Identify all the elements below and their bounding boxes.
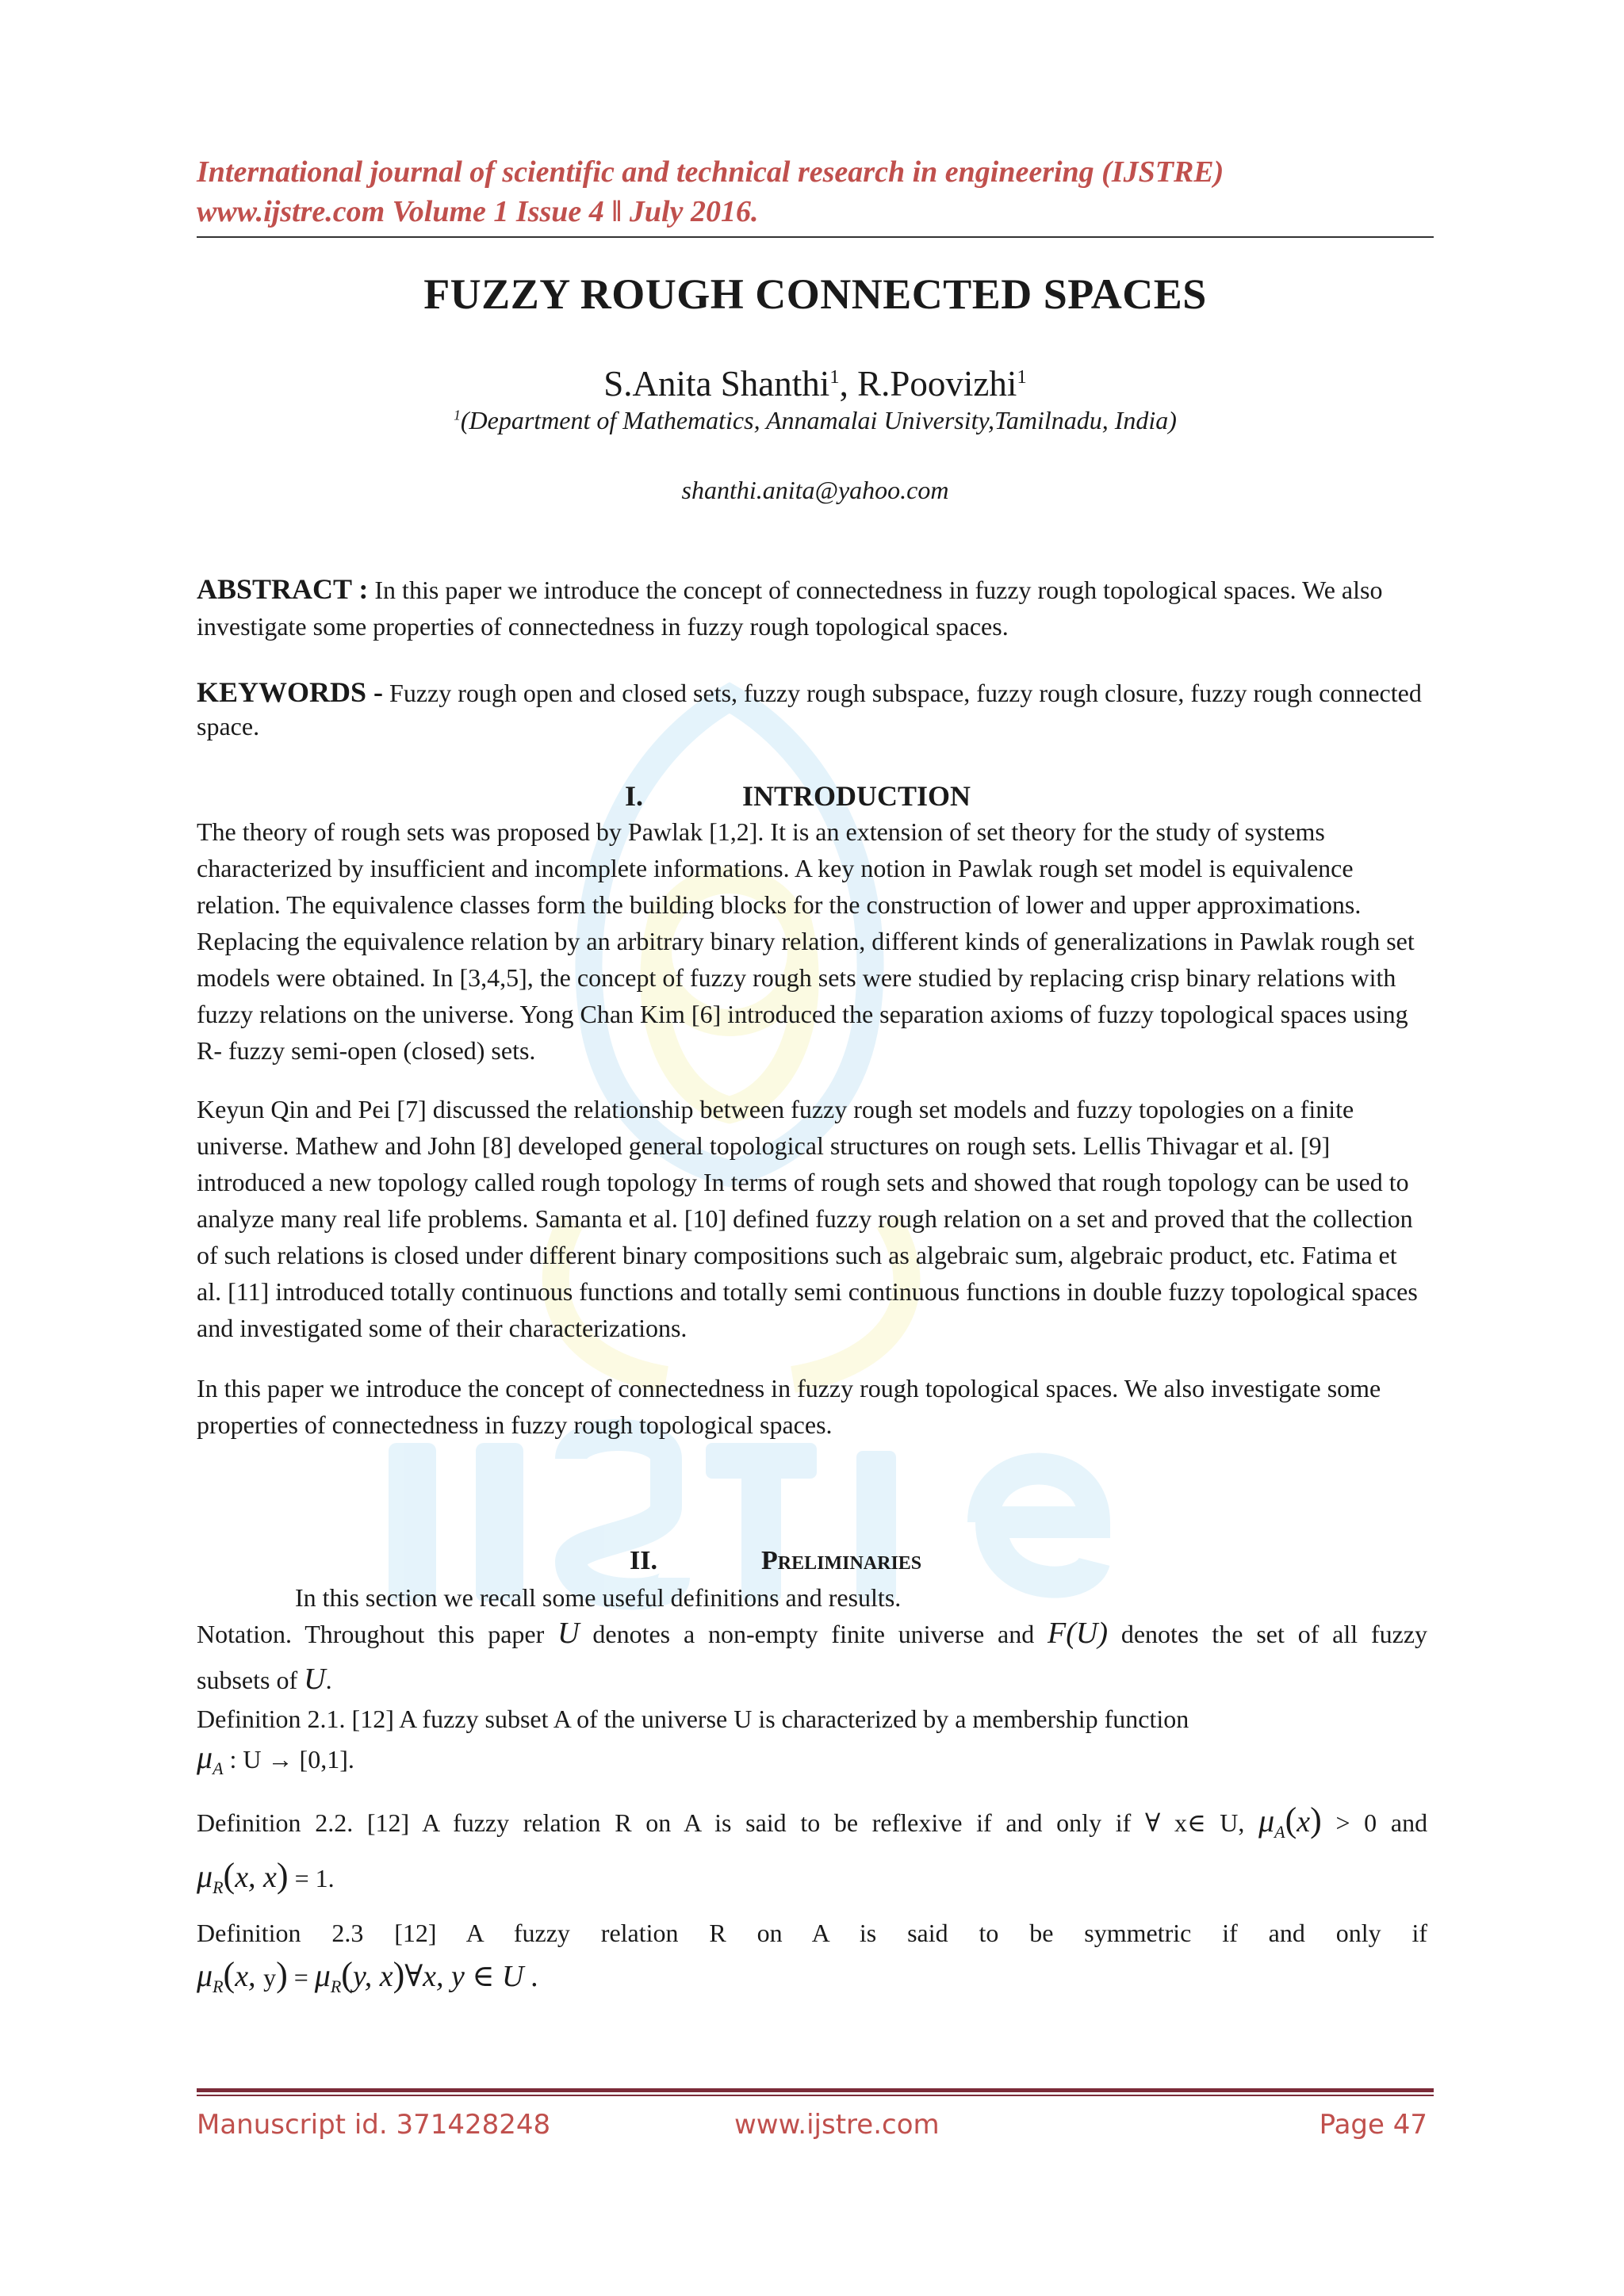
affiliation <box>197 406 1434 435</box>
keywords-text: Fuzzy rough open and closed sets, fuzzy rough subspace, fuzzy rough closure, fuzzy rough connected space. <box>197 679 1422 740</box>
notation-text: subsets of <box>197 1666 298 1694</box>
universe-symbol: U <box>557 1617 580 1650</box>
footer-rule <box>197 2088 1434 2092</box>
definition-formula <box>197 1739 1427 1779</box>
definition-text: and <box>1390 1808 1428 1837</box>
subscript-R: R <box>330 1976 342 1996</box>
definition-text: Definition 2.1. [12] A fuzzy subset A of the universe U is characterized by a membership function <box>197 1705 1189 1733</box>
affiliation-mark: 1 <box>454 407 461 423</box>
subscript-R: R <box>213 1877 224 1897</box>
preliminaries-intro: In this section we recall some useful definitions and results. <box>295 1583 902 1612</box>
mu-symbol: μ <box>197 1739 213 1775</box>
subscript-A: A <box>1274 1822 1285 1842</box>
introduction-paragraph-3: In this paper we introduce the concept of connectedness in fuzzy rough topological spaces. We also investigate some properties of connectedness in fuzzy rough topological spaces. <box>197 1374 1381 1439</box>
formula-paren: ( <box>1285 1800 1297 1839</box>
keywords-label: KEYWORDS - <box>197 676 384 708</box>
formula-text: ∀ x∈ U, <box>1144 1808 1245 1837</box>
formula-paren: ) <box>276 1856 289 1895</box>
notation-text: . <box>325 1666 332 1694</box>
notation-line-1 <box>197 1616 1427 1651</box>
header-rule <box>197 236 1434 238</box>
abstract <box>197 571 1427 645</box>
page-number: Page 47 <box>1319 2109 1427 2141</box>
formula-paren: ( <box>341 1955 353 1994</box>
author-email: shanthi.anita@yahoo.com <box>681 476 949 504</box>
formula-paren: ) <box>276 1955 288 1994</box>
variable-x: x, <box>235 1960 264 1993</box>
formula-text: > 0 <box>1335 1808 1377 1837</box>
formula-paren: ) <box>1310 1800 1322 1839</box>
definition-formula <box>197 1855 1427 1898</box>
author-affiliation-mark: 1 <box>829 366 840 388</box>
formula-paren: ( <box>223 1955 236 1994</box>
definition-line <box>197 1800 1427 1843</box>
section-title: Preliminaries <box>761 1546 922 1575</box>
variable-x: x <box>1297 1805 1311 1839</box>
subscript-A: A <box>213 1758 224 1778</box>
running-head <box>197 152 1434 232</box>
mu-symbol: μ <box>1258 1803 1275 1839</box>
journal-name: International journal of scientific and technical research in engineering (IJSTRE) <box>197 155 1224 189</box>
affiliation-text: (Department of Mathematics, Annamalai University,Tamilnadu, India) <box>460 406 1177 434</box>
formula-text: : U → [0,1]. <box>229 1745 354 1774</box>
introduction-paragraph-1: The theory of rough sets was proposed by Pawlak [1,2]. It is an extension of set theory for the study of systems characterized by insufficient and incomplete informations. A key notion in Pawlak rough set model is equivalence relation. The equivalence classes form the building blocks for the construction of lower and upper approximations. Replacing the equivalence relation by an arbitrary binary relation, different kinds of generalizations in Pawlak rough set models were obtained. In [3,4,5], the concept of fuzzy rough sets were studied by replacing crisp binary relations with fuzzy relations on the universe. Yong Chan Kim [6] introduced the separation axioms of fuzzy topological spaces using R- fuzzy semi-open (closed) sets. <box>197 817 1415 1065</box>
formula-paren: ) <box>393 1955 405 1994</box>
footer-website-link[interactable]: www.ijstre.com <box>734 2109 940 2141</box>
keywords <box>197 675 1427 743</box>
universe-symbol: U <box>304 1663 326 1696</box>
introduction-paragraph-2: Keyun Qin and Pei [7] discussed the relationship between fuzzy rough set models and fuzzy topologies on a finite universe. Mathew and John [8] developed general topological structures on rough sets. Lellis Thivagar et al. [9] introduced a new topology called rough topology In terms of rough sets and showed that rough topology can be used to analyze many real life problems. Samanta et al. [10] defined fuzzy rough relation on a set and proved that the collection of such relations is closed under different binary compositions such as algebraic sum, algebraic product, etc. Fatima et al. [11] introduced totally continuous functions and totally semi continuous functions in double fuzzy topological spaces and investigated some of their characterizations. <box>197 1095 1418 1342</box>
notation-text: denotes a non-empty finite universe and <box>592 1620 1035 1648</box>
section-number: I. <box>625 780 644 812</box>
journal-issue: www.ijstre.com Volume 1 Issue 4 ‖ July 2016. <box>197 195 759 228</box>
mu-symbol: μ <box>197 1957 213 1993</box>
notation-line-2 <box>197 1662 1427 1697</box>
author-line: S.Anita Shanthi$^1$, R.Poovizhi$^1$ <box>603 364 1027 404</box>
fuzzy-set-symbol: F(U) <box>1048 1617 1109 1650</box>
abstract-text: In this paper we introduce the concept of connectedness in fuzzy rough topological spaces. We also investigate some properties of connectedness in fuzzy rough topological spaces. <box>197 576 1383 641</box>
formula-text: ∀x, y ∈ U . <box>404 1960 539 1993</box>
author-affiliation-mark: 1 <box>1017 366 1027 388</box>
definition-2-3 <box>197 1919 1427 1997</box>
section-number: II. <box>630 1546 657 1575</box>
definition-2-1 <box>197 1705 1427 1779</box>
definition-text: Definition 2.2. [12] A fuzzy relation R on A is said to be reflexive if and only if <box>197 1808 1132 1837</box>
footer-rule-thin <box>197 2095 1434 2096</box>
variable-y-x: y, x <box>352 1960 393 1993</box>
author-name: S.Anita Shanthi <box>603 364 830 404</box>
section-title: INTRODUCTION <box>742 780 971 812</box>
mu-symbol: μ <box>197 1858 213 1894</box>
variable-x: x, x <box>235 1861 277 1894</box>
definition-text: Definition 2.3 [12] A fuzzy relation R on A is said to be symmetric if and only if <box>197 1919 1427 1947</box>
notation-text: Notation. Throughout this paper <box>197 1620 545 1648</box>
formula-paren: ( <box>223 1856 236 1895</box>
definition-formula: $\mu_R(x$, $y) = \mu_R(y$, x)∀x, y ∈ U . <box>197 1955 539 1996</box>
paper-title: FUZZY ROUGH CONNECTED SPACES <box>423 270 1207 318</box>
author-name: R.Poovizhi <box>857 364 1017 404</box>
mu-symbol: μ <box>314 1957 331 1993</box>
formula-text: = 1. <box>294 1864 335 1892</box>
definition-2-2 <box>197 1800 1427 1898</box>
notation-text: denotes the set of all fuzzy <box>1120 1620 1428 1648</box>
subscript-R: R <box>213 1976 224 1996</box>
manuscript-id: Manuscript id. 371428248 <box>197 2109 551 2141</box>
abstract-label: ABSTRACT : <box>197 573 369 605</box>
